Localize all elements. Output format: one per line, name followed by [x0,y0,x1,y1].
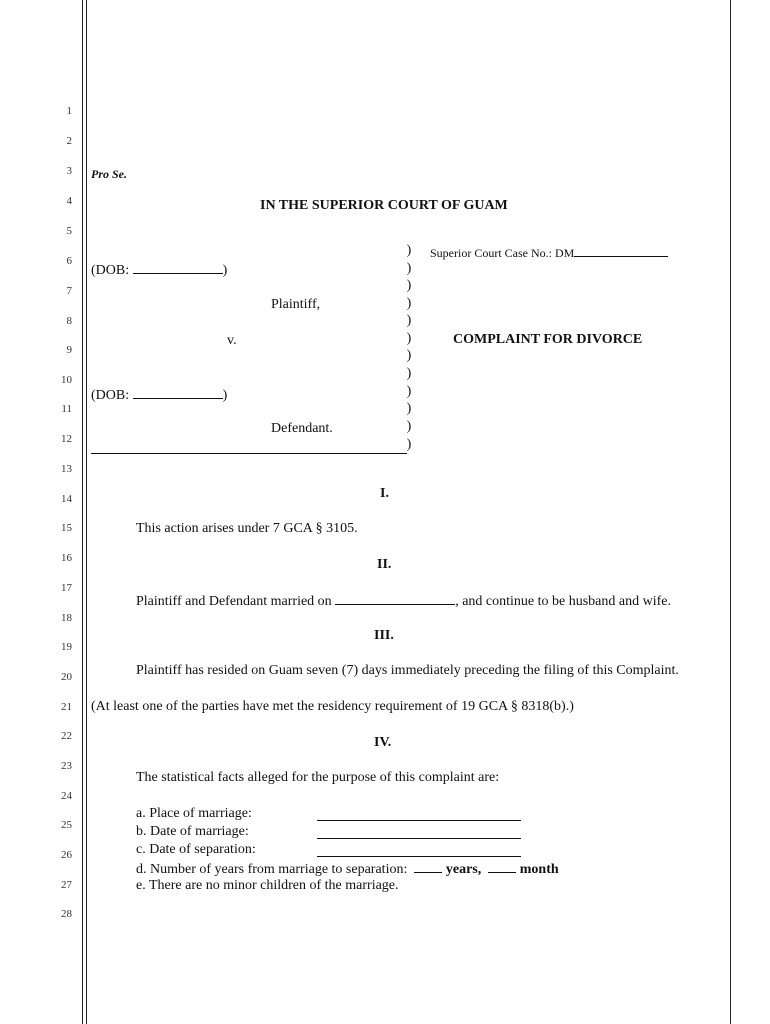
defendant-label: Defendant. [271,421,333,436]
line-number: 4 [66,195,72,207]
caption-paren: ) [406,401,412,416]
dob-close: ) [222,263,228,278]
line-number: 19 [61,641,72,653]
dob-close: ) [222,388,228,403]
caption-paren: ) [406,419,412,434]
fact-date-of-separation: c. Date of separation: [136,842,256,857]
court-title: IN THE SUPERIOR COURT OF GUAM [260,198,508,213]
line-number: 10 [61,374,72,386]
line-number: 28 [61,908,72,920]
right-margin-rule [730,0,731,1024]
section-2-text-a: Plaintiff and Defendant married on [136,594,332,609]
dob-label: (DOB: [91,263,130,278]
caption-paren: ) [406,366,412,381]
defendant-dob-field[interactable] [133,386,223,399]
section-2-text [136,592,671,610]
defendant-dob-line [91,386,227,404]
line-number: 12 [61,433,72,445]
section-heading-4: IV. [374,735,392,750]
section-4-intro: The statistical facts alleged for the purpose of this complaint are: [136,770,500,785]
caption-paren: ) [406,437,412,452]
line-number: 2 [66,135,72,147]
case-number-field[interactable] [574,244,668,257]
pro-se-label: Pro Se. [91,167,127,181]
line-number: 15 [61,522,72,534]
date-of-separation-field[interactable] [317,856,521,857]
line-number: 1 [66,105,72,117]
plaintiff-label: Plaintiff, [271,297,321,312]
line-number: 13 [61,463,72,475]
fact-no-minor-children: e. There are no minor children of the marriage. [136,878,399,893]
caption-paren: ) [406,348,412,363]
line-number: 22 [61,730,72,742]
section-heading-1: I. [380,486,389,501]
line-number: 24 [61,790,72,802]
line-number: 25 [61,819,72,831]
line-number: 26 [61,849,72,861]
section-heading-2: II. [377,557,392,572]
left-margin-rule-outer [82,0,83,1024]
section-2-text-b: , and continue to be husband and wife. [455,594,671,609]
caption-paren: ) [406,384,412,399]
caption-paren: ) [406,296,412,311]
fact-date-of-marriage: b. Date of marriage: [136,824,249,839]
caption-paren: ) [406,261,412,276]
line-number: 18 [61,612,72,624]
caption-paren: ) [406,243,412,258]
line-number: 6 [66,255,72,267]
marriage-date-field[interactable] [335,592,455,605]
line-number: 20 [61,671,72,683]
section-3-text: Plaintiff has resided on Guam seven (7) days immediately preceding the filing of this Complaint. [136,663,679,678]
line-number: 23 [61,760,72,772]
line-number: 16 [61,552,72,564]
line-number: 11 [61,403,72,415]
versus-label: v. [227,333,237,348]
line-number: 21 [61,701,72,713]
years-field[interactable] [414,860,442,873]
fact-years-label: d. Number of years from marriage to separation: [136,862,408,877]
section-heading-3: III. [374,628,394,643]
place-of-marriage-field[interactable] [317,820,521,821]
caption-paren: ) [406,278,412,293]
date-of-marriage-field[interactable] [317,838,521,839]
residency-note: (At least one of the parties have met the residency requirement of 19 GCA § 8318(b).) [91,699,574,714]
case-number-text: Superior Court Case No.: DM [430,246,575,260]
month-label: month [519,862,559,877]
left-margin-rule-inner [86,0,87,1024]
line-number: 9 [66,344,72,356]
caption-paren: ) [406,331,412,346]
case-number-label [430,244,668,261]
line-number: 27 [61,879,72,891]
caption-bottom-rule [91,453,407,454]
line-number: 3 [66,165,72,177]
fact-years-to-separation [136,860,559,878]
plaintiff-dob-field[interactable] [133,261,223,274]
line-number: 8 [66,315,72,327]
caption-paren: ) [406,313,412,328]
years-label: years, [445,862,482,877]
section-1-text: This action arises under 7 GCA § 3105. [136,521,358,536]
complaint-title: COMPLAINT FOR DIVORCE [453,332,643,347]
line-number: 7 [66,285,72,297]
months-field[interactable] [488,860,516,873]
line-number: 14 [61,493,72,505]
dob-label: (DOB: [91,388,130,403]
fact-place-of-marriage: a. Place of marriage: [136,806,252,821]
line-number: 5 [66,225,72,237]
plaintiff-dob-line [91,261,227,279]
line-number: 17 [61,582,72,594]
